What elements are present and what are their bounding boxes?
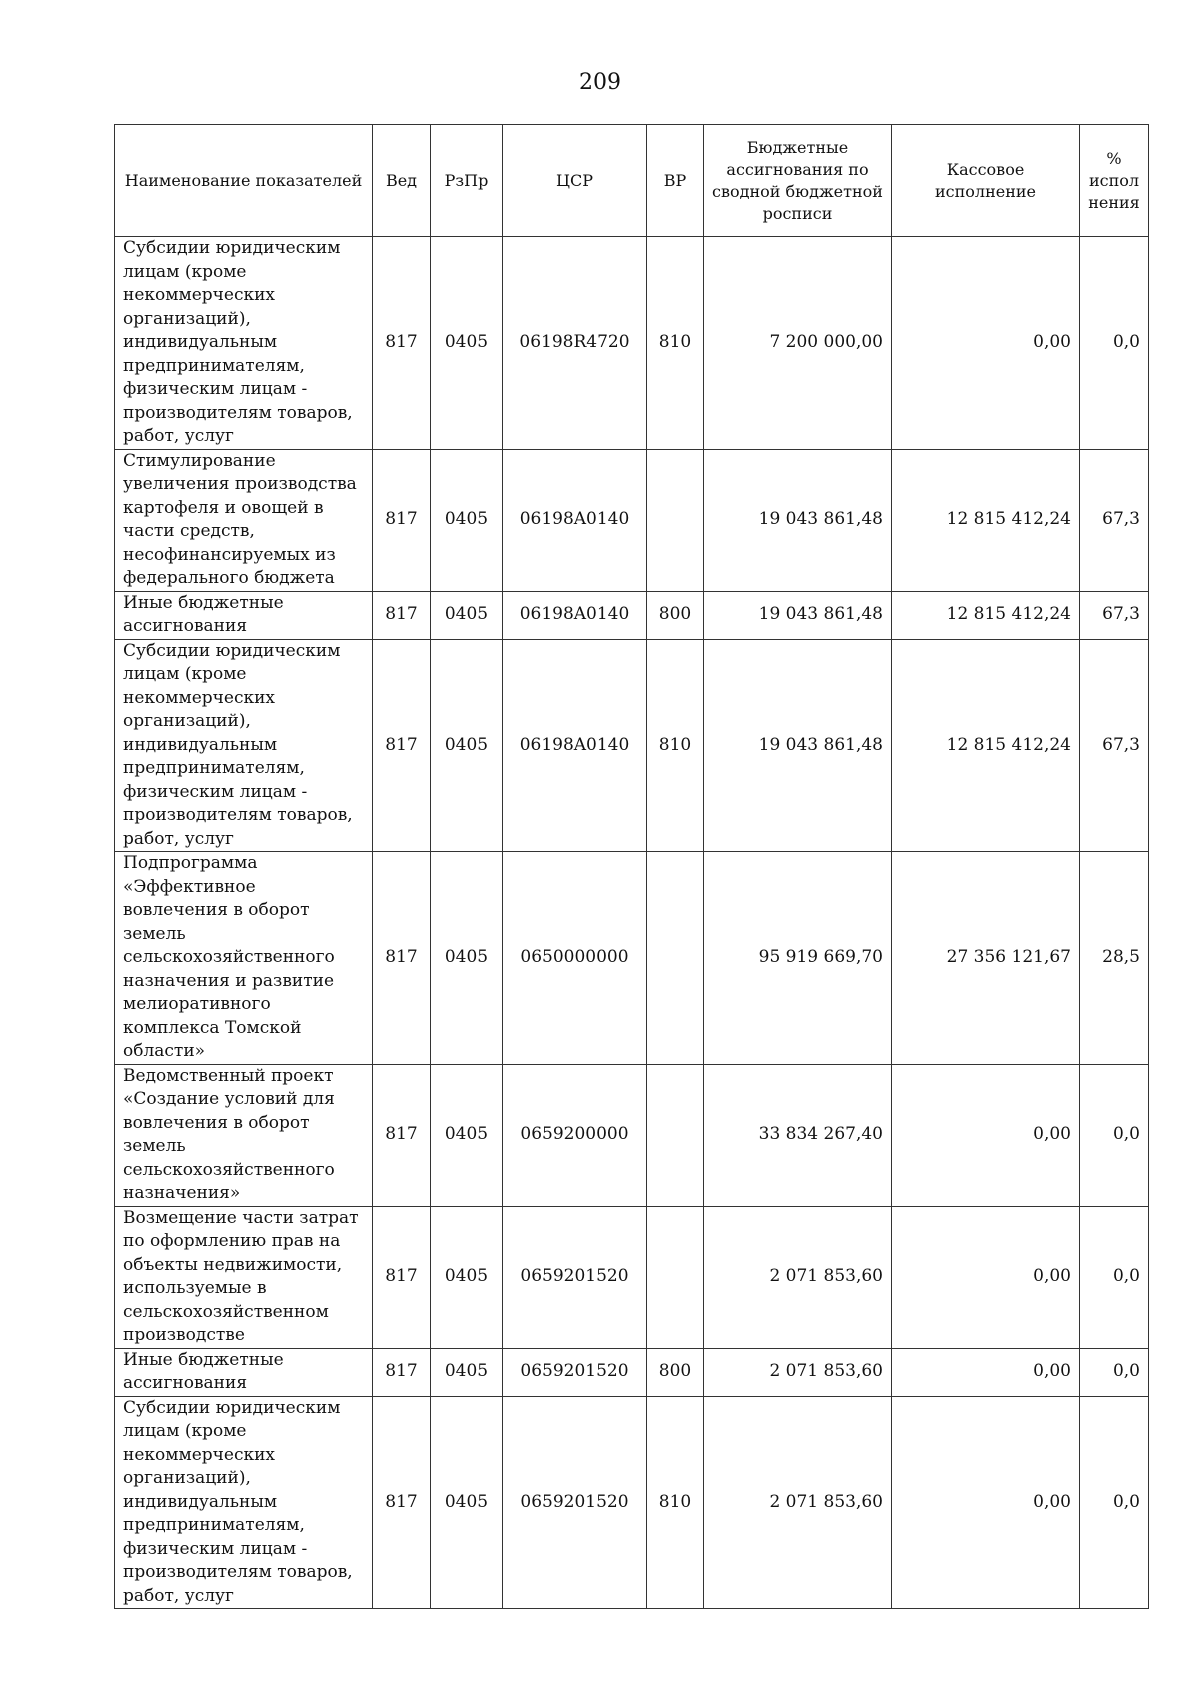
column-header-ved: Вед [373,125,431,237]
row-vr: 810 [647,1396,704,1609]
row-ved: 817 [373,852,431,1065]
row-budget: 95 919 669,70 [704,852,892,1065]
row-cash: 0,00 [892,1206,1080,1348]
page-number: 209 [579,70,621,95]
row-name: Субсидии юридическим лицам (кроме некоммерческих организаций), индивидуальным предпринимателям, физическим лицам - производителям товаров, работ, услуг [115,639,373,852]
row-cash: 0,00 [892,1064,1080,1206]
table-header-row [115,125,1149,237]
row-ved: 817 [373,639,431,852]
row-vr: 810 [647,639,704,852]
row-budget: 2 071 853,60 [704,1396,892,1609]
row-cash: 0,00 [892,237,1080,450]
row-budget: 33 834 267,40 [704,1064,892,1206]
row-name: Субсидии юридическим лицам (кроме некоммерческих организаций), индивидуальным предпринимателям, физическим лицам - производителям товаров, работ, услуг [115,1396,373,1609]
row-vr: 800 [647,1348,704,1396]
row-percent: 0,0 [1080,1348,1149,1396]
column-header-vr: ВР [647,125,704,237]
table-row [115,591,1149,639]
table-row [115,1206,1149,1348]
row-csr: 06198R4720 [503,237,647,450]
row-csr: 0659200000 [503,1064,647,1206]
row-budget: 19 043 861,48 [704,591,892,639]
row-budget: 19 043 861,48 [704,449,892,591]
row-csr: 0659201520 [503,1396,647,1609]
row-ved: 817 [373,591,431,639]
row-name: Иные бюджетные ассигнования [115,591,373,639]
column-header-csr: ЦСР [503,125,647,237]
column-header-cash: Кассовое исполнение [892,125,1080,237]
row-name: Подпрограмма «Эффективное вовлечения в оборот земель сельскохозяйственного назначения и развитие мелиоративного комплекса Томской области» [115,852,373,1065]
row-cash: 0,00 [892,1396,1080,1609]
row-rzpr: 0405 [431,1064,503,1206]
row-name: Иные бюджетные ассигнования [115,1348,373,1396]
row-rzpr: 0405 [431,1206,503,1348]
row-csr: 0650000000 [503,852,647,1065]
row-percent: 67,3 [1080,449,1149,591]
row-cash: 12 815 412,24 [892,639,1080,852]
row-cash: 27 356 121,67 [892,852,1080,1065]
table-row [115,449,1149,591]
row-name: Субсидии юридическим лицам (кроме некоммерческих организаций), индивидуальным предпринимателям, физическим лицам - производителям товаров, работ, услуг [115,237,373,450]
row-rzpr: 0405 [431,1396,503,1609]
row-rzpr: 0405 [431,1348,503,1396]
row-name: Возмещение части затрат по оформлению прав на объекты недвижимости, используемые в сельскохозяйственном производстве [115,1206,373,1348]
row-budget: 7 200 000,00 [704,237,892,450]
row-budget: 19 043 861,48 [704,639,892,852]
row-vr: 810 [647,237,704,450]
column-header-rzpr: РзПр [431,125,503,237]
row-csr: 0659201520 [503,1206,647,1348]
row-vr: 800 [647,591,704,639]
row-csr: 06198A0140 [503,639,647,852]
row-vr [647,852,704,1065]
column-header-name: Наименование показателей [115,125,373,237]
row-cash: 12 815 412,24 [892,591,1080,639]
row-ved: 817 [373,449,431,591]
row-rzpr: 0405 [431,237,503,450]
table-row [115,1064,1149,1206]
row-vr [647,1064,704,1206]
table-row [115,1396,1149,1609]
row-cash: 0,00 [892,1348,1080,1396]
row-ved: 817 [373,1064,431,1206]
row-budget: 2 071 853,60 [704,1206,892,1348]
row-percent: 0,0 [1080,237,1149,450]
row-percent: 0,0 [1080,1396,1149,1609]
row-vr [647,449,704,591]
table-row [115,1348,1149,1396]
row-percent: 67,3 [1080,591,1149,639]
row-budget: 2 071 853,60 [704,1348,892,1396]
row-ved: 817 [373,1348,431,1396]
row-rzpr: 0405 [431,449,503,591]
row-ved: 817 [373,1206,431,1348]
column-header-percent: % испол нения [1080,125,1149,237]
row-rzpr: 0405 [431,852,503,1065]
table-row [115,639,1149,852]
row-percent: 28,5 [1080,852,1149,1065]
row-name: Ведомственный проект «Создание условий для вовлечения в оборот земель сельскохозяйственного назначения» [115,1064,373,1206]
row-ved: 817 [373,1396,431,1609]
row-ved: 817 [373,237,431,450]
column-header-budget: Бюджетные ассигнования по сводной бюджетной росписи [704,125,892,237]
row-csr: 0659201520 [503,1348,647,1396]
row-rzpr: 0405 [431,639,503,852]
row-name: Стимулирование увеличения производства картофеля и овощей в части средств, несофинансируемых из федерального бюджета [115,449,373,591]
budget-execution-table [114,124,1149,1609]
row-vr [647,1206,704,1348]
table-row [115,237,1149,450]
table-row [115,852,1149,1065]
row-csr: 06198A0140 [503,449,647,591]
row-rzpr: 0405 [431,591,503,639]
row-cash: 12 815 412,24 [892,449,1080,591]
row-csr: 06198A0140 [503,591,647,639]
row-percent: 0,0 [1080,1206,1149,1348]
row-percent: 0,0 [1080,1064,1149,1206]
row-percent: 67,3 [1080,639,1149,852]
